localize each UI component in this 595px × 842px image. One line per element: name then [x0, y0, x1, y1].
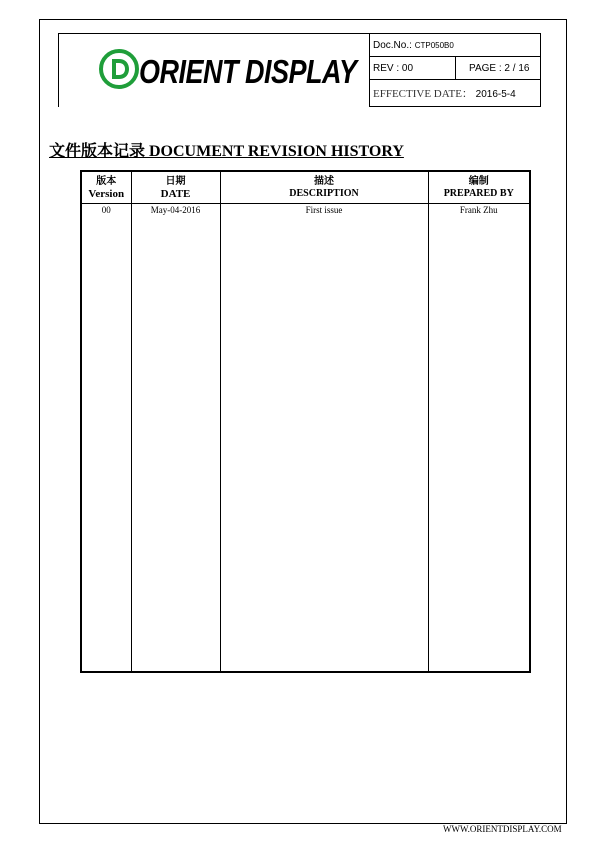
doc-no-label: Doc.No.: [373, 39, 412, 51]
table-row [81, 204, 530, 673]
effective-date-cell [370, 80, 541, 107]
logo-d-emblem-icon [99, 49, 139, 89]
page-number-cell: PAGE : 2 / 16 [455, 57, 541, 80]
col-header-description: 描述 DESCRIPTION [220, 171, 428, 204]
orient-display-logo [59, 35, 369, 105]
logo-cell [59, 34, 370, 107]
revision-history-table [80, 170, 531, 673]
brand-name: ORIENT DISPLAY [139, 53, 357, 91]
document-title: 文件版本记录 DOCUMENT REVISION HISTORY [49, 143, 404, 160]
cell-prepared-by: Frank Zhu [428, 204, 530, 673]
col-header-date: 日期 DATE [131, 171, 220, 204]
doc-no-cell [370, 34, 541, 57]
table-header-row [81, 171, 530, 204]
effective-date-label: EFFECTIVE DATE： [373, 88, 473, 100]
header-table [58, 33, 541, 107]
col-header-prepared-by: 编制 PREPARED BY [428, 171, 530, 204]
effective-date-value: 2016-5-4 [475, 89, 516, 100]
cell-date: May-04-2016 [131, 204, 220, 673]
cell-version: 00 [81, 204, 131, 673]
footer-website-url: WWW.ORIENTDISPLAY.COM [443, 824, 562, 834]
col-header-version: 版本 Version [81, 171, 131, 204]
cell-description: First issue [220, 204, 428, 673]
rev-cell: REV : 00 [370, 57, 456, 80]
doc-no-value: CTP050B0 [414, 40, 454, 50]
